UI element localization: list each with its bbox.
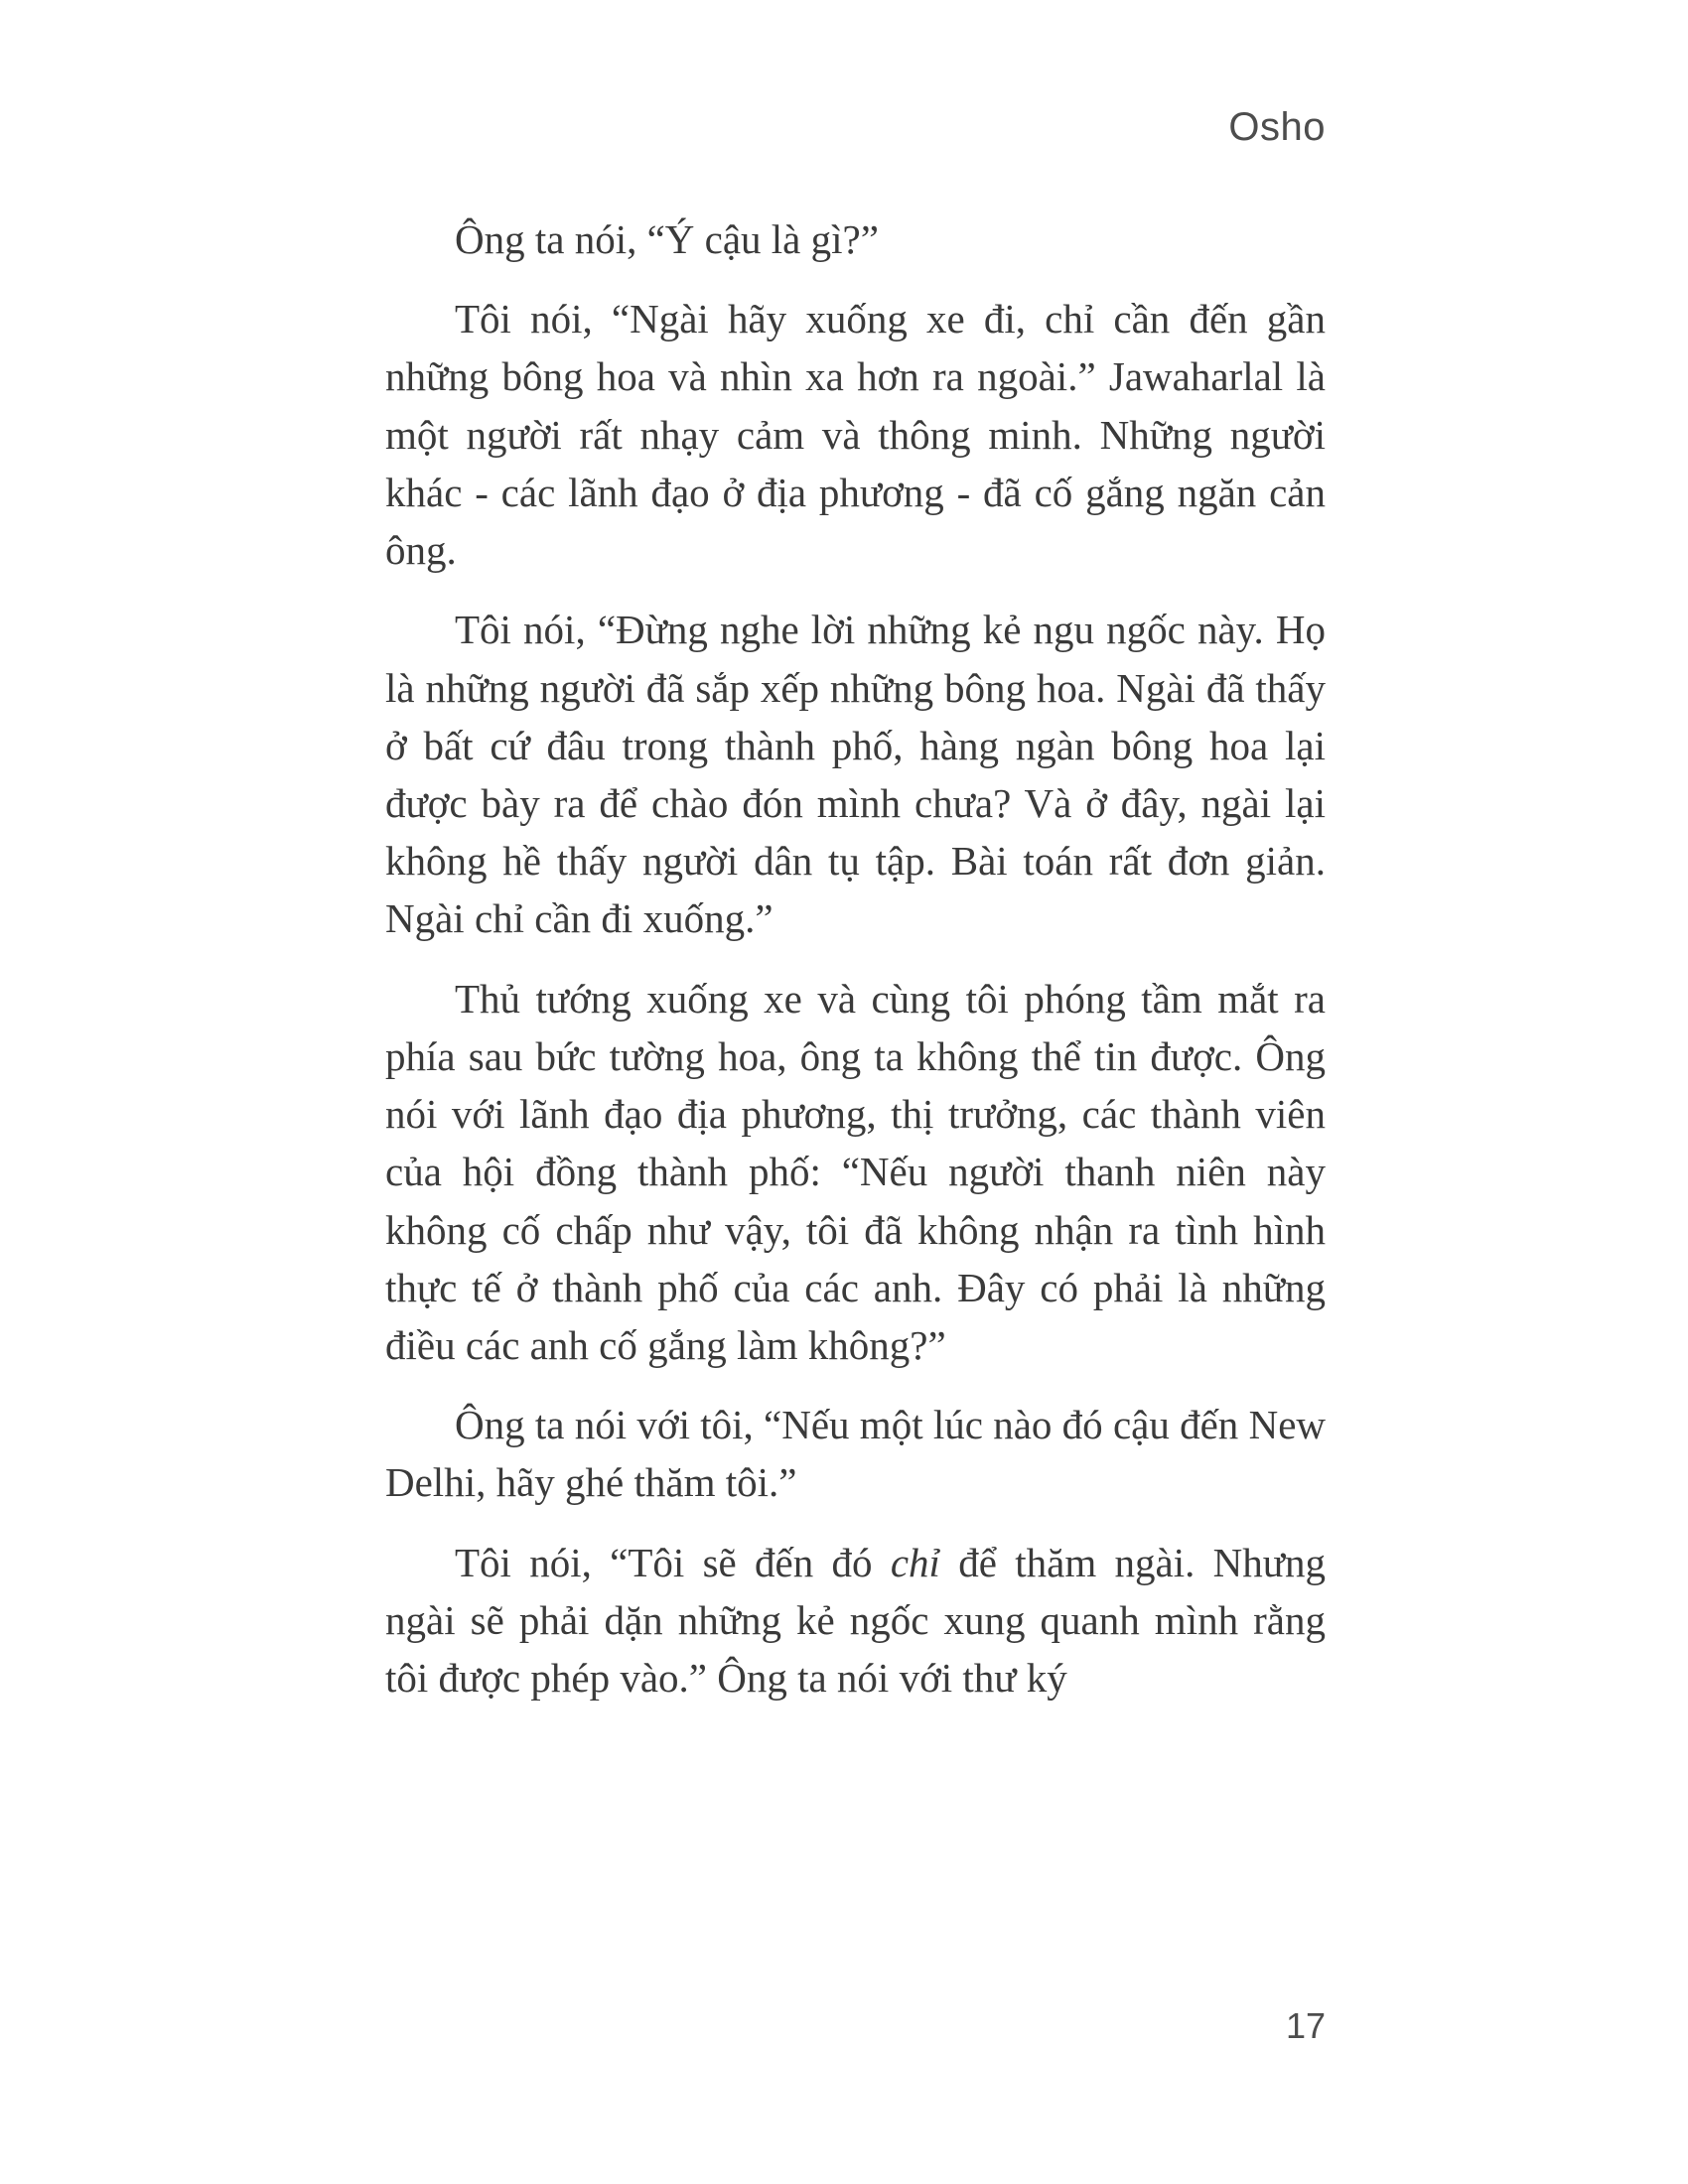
paragraph (385, 970, 1326, 1375)
author-name: Osho (1228, 105, 1326, 149)
paragraph (385, 210, 1326, 268)
text-run: Ông ta nói với tôi, “Nếu một lúc nào đó cậu đến New Delhi, hãy ghé thăm tôi.” (385, 1402, 1326, 1506)
paragraph (385, 1396, 1326, 1511)
page-number-value: 17 (1285, 2005, 1326, 2046)
text-run: chỉ (890, 1539, 940, 1585)
page-body (385, 210, 1326, 1728)
page-number (385, 2005, 1326, 2047)
paragraph (385, 601, 1326, 947)
paragraph (385, 290, 1326, 579)
text-run: Tôi nói, “Tôi sẽ đến đó (455, 1539, 891, 1585)
text-run: Ông ta nói, “Ý cậu là gì?” (455, 216, 879, 262)
running-header (385, 105, 1326, 150)
text-run: Tôi nói, “Ngài hãy xuống xe đi, chỉ cần đến gần những bông hoa và nhìn xa hơn ra ngoài.” Jawaharlal là một người rất nhạy cảm và thông minh. Những người khác - các lãnh đạo ở địa phương - đã cố gắng ngăn cản ông. (385, 296, 1326, 574)
text-run: Thủ tướng xuống xe và cùng tôi phóng tầm mắt ra phía sau bức tường hoa, ông ta không thể tin được. Ông nói với lãnh đạo địa phương, thị trưởng, các thành viên của hội đồng thành phố: “Nếu người thanh niên này không cố chấp như vậy, tôi đã không nhận ra tình hình thực tế ở thành phố của các anh. Đây có phải là những điều các anh cố gắng làm không?” (385, 975, 1326, 1368)
paragraph (385, 1534, 1326, 1707)
text-run: Tôi nói, “Đừng nghe lời những kẻ ngu ngốc này. Họ là những người đã sắp xếp những bông hoa. Ngài đã thấy ở bất cứ đâu trong thành phố, hàng ngàn bông hoa lại được bày ra để chào đón mình chưa? Và ở đây, ngài lại không hề thấy người dân tụ tập. Bài toán rất đơn giản. Ngài chỉ cần đi xuống.” (385, 607, 1326, 942)
text-run: để thăm ngài. Nhưng ngài sẽ phải dặn những kẻ ngốc xung quanh mình rằng tôi được phép vào.” Ông ta nói với thư ký (385, 1539, 1326, 1702)
